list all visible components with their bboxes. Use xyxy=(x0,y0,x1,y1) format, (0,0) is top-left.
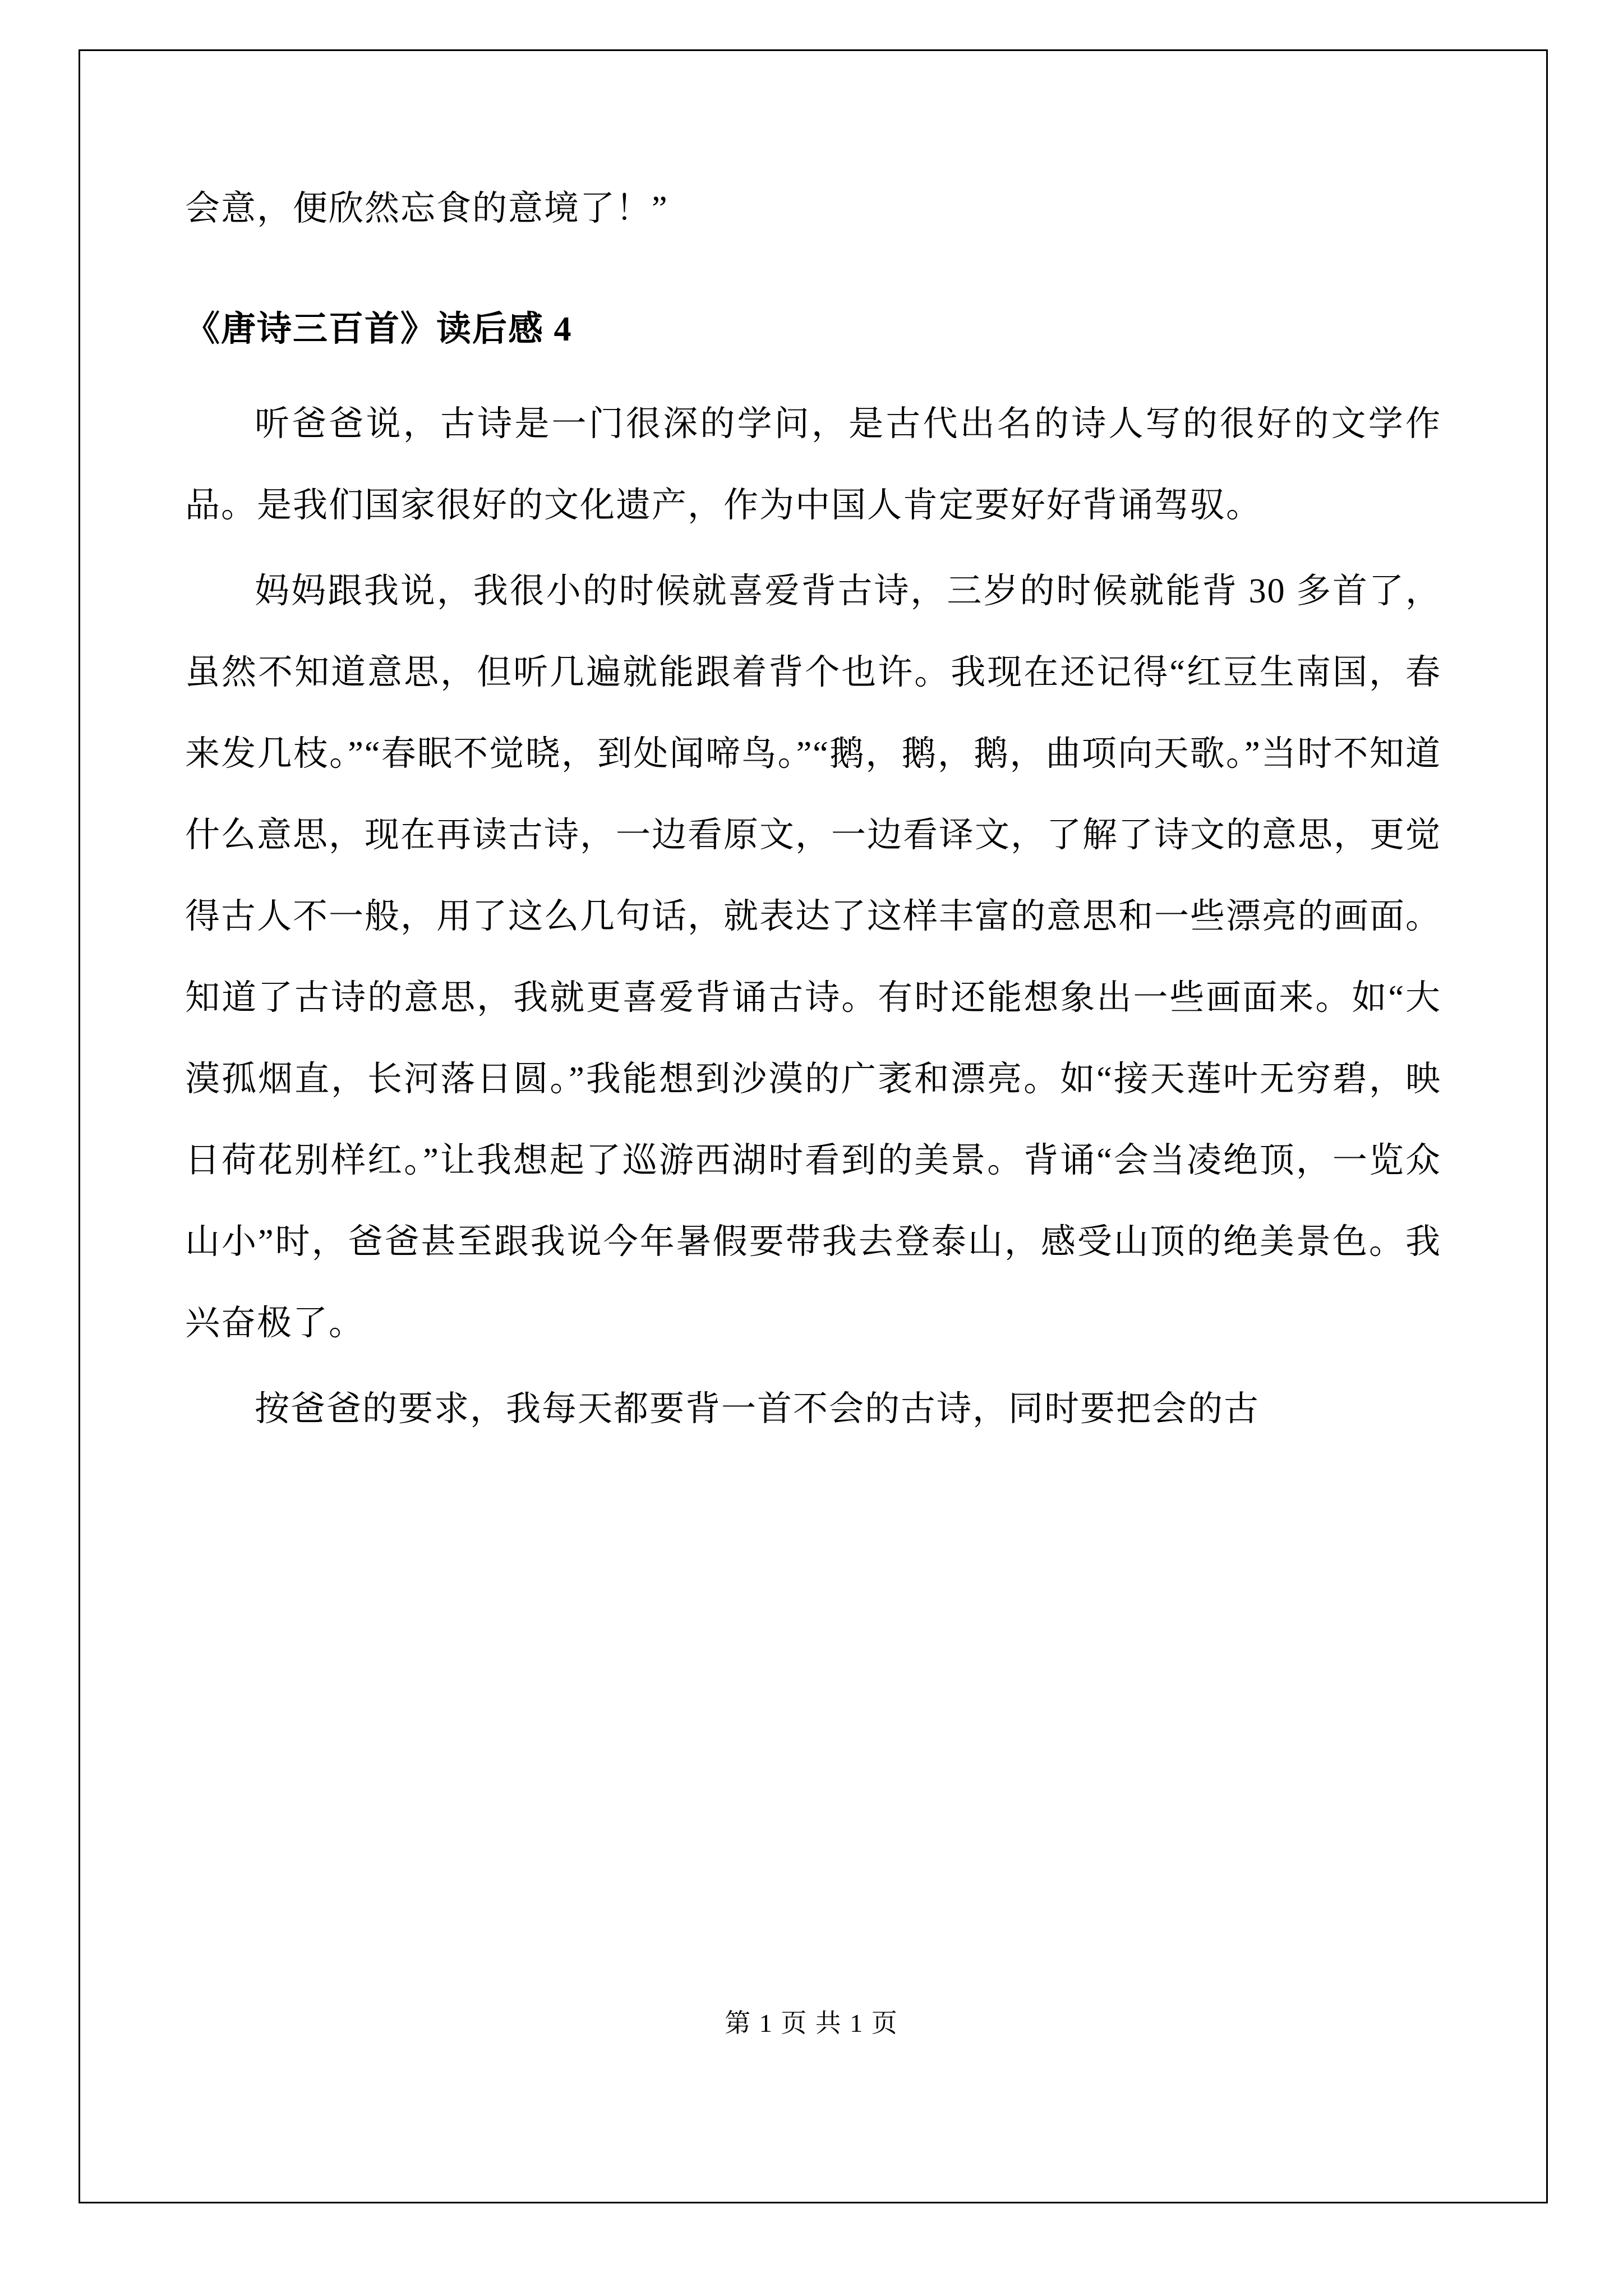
section-heading: 《唐诗三百首》读后感 4 xyxy=(185,310,573,348)
page-footer: 第 1 页 共 1 页 xyxy=(725,2009,898,2037)
page-content xyxy=(185,168,1441,1455)
paragraph-2: 妈妈跟我说，我很小的时候就喜爱背古诗，三岁的时候就能背 30 多首了，虽然不知道意思，但听几遍就能跟着背个也许。我现在还记得“红豆生南国，春来发几枝。”“春眠不觉晓，到处闻啼鸟。”“鹅，鹅，鹅，曲项向天歌。”当时不知道什么意思，现在再读古诗，一边看原文，一边看译文，了解了诗文的意思，更觉得古人不一般，用了这么几句话，就表达了这样丰富的意思和一些漂亮的画面。知道了古诗的意思，我就更喜爱背诵古诗。有时还能想象出一些画面来。如“大漠孤烟直，长河落日圆。”我能想到沙漠的广袤和漂亮。如“接天莲叶无穷碧，映日荷花别样红。”让我想起了巡游西湖时看到的美景。背诵“会当凌绝顶，一览众山小”时，爸爸甚至跟我说今年暑假要带我去登泰山，感受山顶的绝美景色。我兴奋极了。 xyxy=(185,572,1442,1342)
paragraph-1: 听爸爸说，古诗是一门很深的学问，是古代出名的诗人写的很好的文学作品。是我们国家很好的文化遗产，作为中国人肯定要好好背诵驾驭。 xyxy=(185,405,1441,524)
paragraph-3: 按爸爸的要求，我每天都要背一首不会的古诗，同时要把会的古 xyxy=(255,1390,1260,1428)
paragraph-continuation: 会意，便欣然忘食的意境了！” xyxy=(185,190,668,228)
